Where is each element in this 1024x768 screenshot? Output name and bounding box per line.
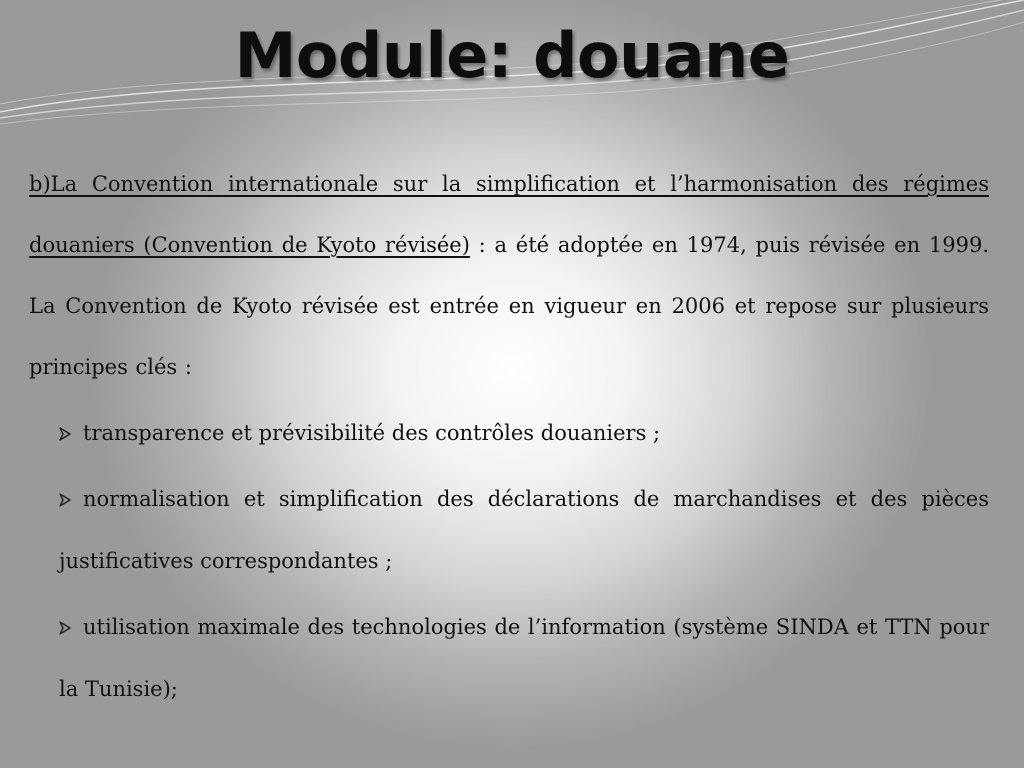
slide-title: Module: douane: [234, 19, 790, 92]
arrow-bullet-icon: [59, 427, 71, 441]
list-item: [59, 468, 989, 592]
principles-list: [29, 402, 989, 720]
list-item-text: normalisation et simplification des déclarations de marchandises et des pièces justificatives correspondantes ;: [59, 487, 989, 573]
slide-body: [29, 154, 989, 720]
intro-text: : a été adoptée en 1974, puis révisée en 1999. La Convention de Kyoto révisée est entrée en vigueur en 2006 et repose sur plusieurs principes clés :: [29, 233, 990, 379]
list-item-text: transparence et prévisibilité des contrôles douaniers ;: [83, 421, 661, 445]
convention-heading: b)La Convention internationale sur la simplification et l’harmonisation des régimes douaniers (Convention de Kyoto révisée): [29, 172, 989, 257]
list-item: [59, 596, 989, 720]
arrow-bullet-icon: [59, 621, 71, 635]
intro-paragraph: [29, 154, 989, 398]
arrow-bullet-icon: [59, 493, 71, 507]
list-item: [59, 402, 989, 464]
list-item-text: utilisation maximale des technologies de l’information (système SINDA et TTN pour la Tunisie);: [59, 615, 989, 701]
